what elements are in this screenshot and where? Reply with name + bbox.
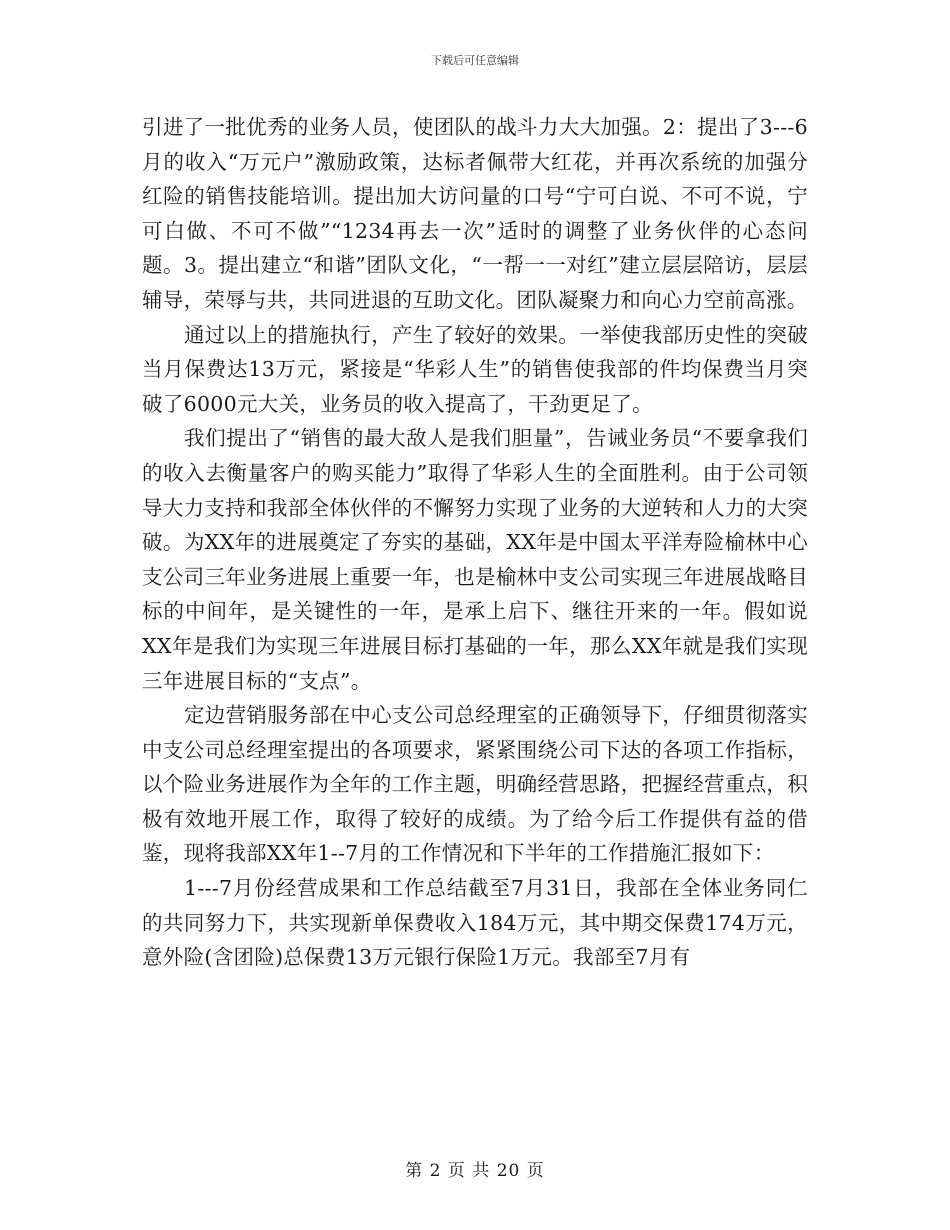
page-number: 第 2 页 共 20 页: [405, 1161, 545, 1181]
paragraph-2: 通过以上的措施执行，产生了较好的效果。一举使我部历史性的突破当月保费达13万元，紧接是“华彩人生”的销售使我部的件均保费当月突破了6000元大关，业务员的收入提高了，干劲更足了。: [142, 322, 808, 416]
paragraph-4: 定边营销服务部在中心支公司总经理室的正确领导下，仔细贯彻落实中支公司总经理室提出的各项要求，紧紧围绕公司下达的各项工作指标，以个险业务进展作为全年的工作主题，明确经营思路，把握经营重点，积极有效地开展工作，取得了较好的成绩。为了给今后工作提供有益的借鉴，现将我部XX年1--7月的工作情况和下半年的工作措施汇报如下：: [142, 703, 808, 866]
paragraph-3: 我们提出了“销售的最大敌人是我们胆量”，告诫业务员“不要拿我们的收入去衡量客户的购买能力”取得了华彩人生的全面胜利。由于公司领导大力支持和我部全体伙伴的不懈努力实现了业务的大逆转和人力的大突破。为XX年的进展奠定了夯实的基础，XX年是中国太平洋寿险榆林中心支公司三年业务进展上重要一年，也是榆林中支公司实现三年进展战略目标的中间年，是关键性的一年，是承上启下、继往开来的一年。假如说XX年是我们为实现三年进展目标打基础的一年，那么XX年就是我们实现三年进展目标的“支点”。: [142, 426, 808, 693]
paragraph-1: 引进了一批优秀的业务人员，使团队的战斗力大大加强。2：提出了3---6月的收入“万元户”激励政策，达标者佩带大红花，并再次系统的加强分红险的销售技能培训。提出加大访问量的口号“宁可白说、不可不说，宁可白做、不可不做”“1234再去一次”适时的调整了业务伙伴的心态问题。3。提出建立“和谐”团队文化，“一帮一一对红”建立层层陪访，层层辅导，荣辱与共，共同进退的互助文化。团队凝聚力和向心力空前高涨。: [142, 115, 808, 312]
document-body: [142, 110, 808, 975]
paragraph-5: 1---7月份经营成果和工作总结截至7月31日，我部在全体业务同仁的共同努力下，共实现新单保费收入184万元，其中期交保费174万元，意外险(含团险)总保费13万元银行保险1万元。我部至7月有: [142, 876, 808, 970]
page-header: 下载后可任意编辑: [431, 54, 519, 67]
